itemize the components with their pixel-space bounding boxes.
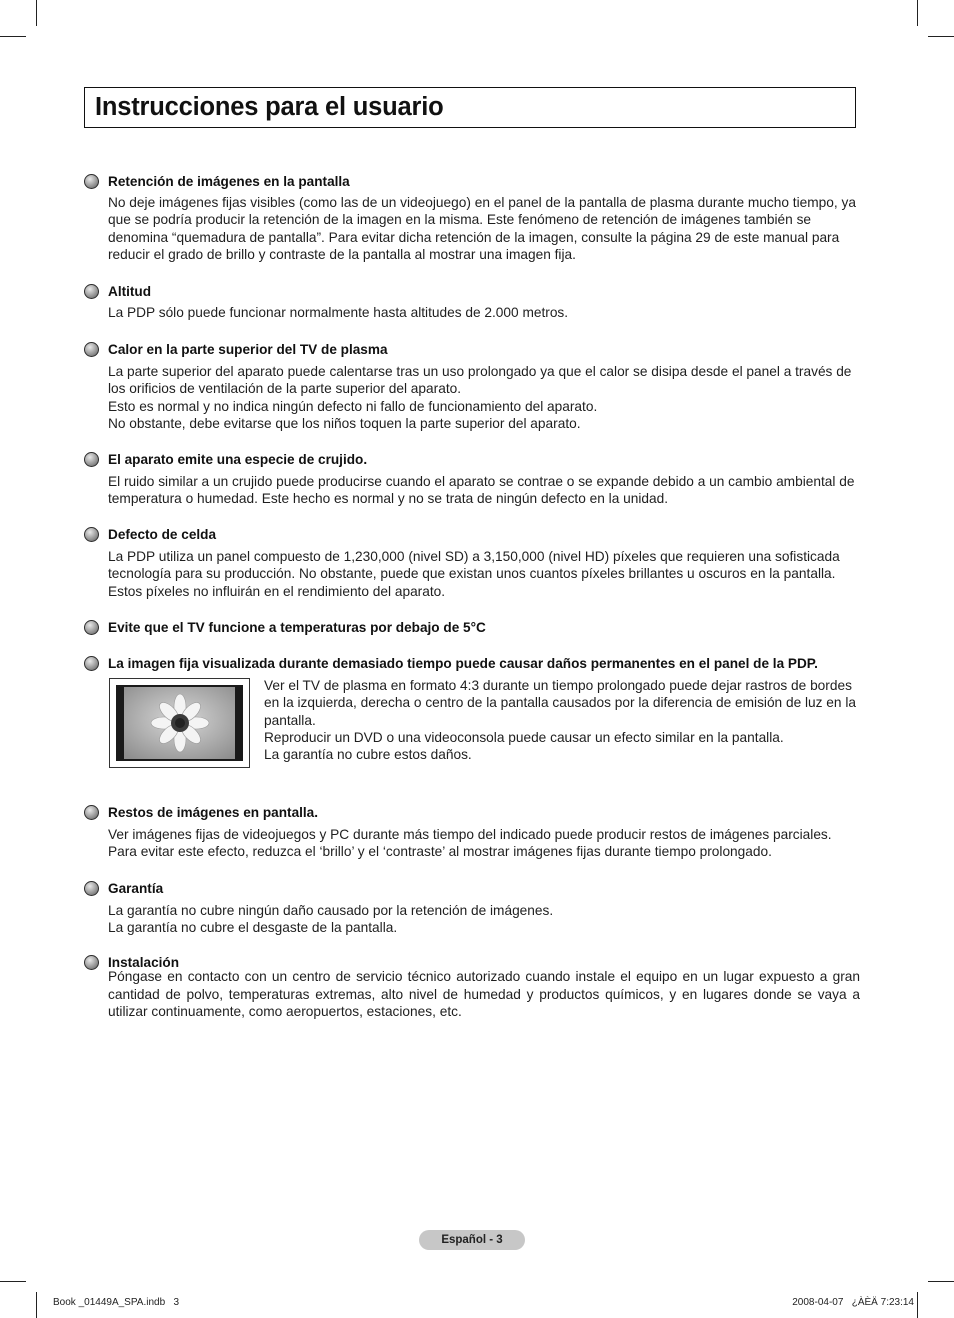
section-paragraph: La PDP utiliza un panel compuesto de 1,230,000 (nivel SD) a 3,150,000 (nivel HD) píxeles que requieren una sofisticada tecnología para su producción. No obstante, puede que existan unos cuantos píxeles brillantes u oscuros en la pantalla. Estos píxeles no influirán en el rendimiento del aparato. [108, 549, 840, 599]
section-body [108, 194, 860, 263]
section-body [108, 826, 860, 861]
section-paragraph: La garantía no cubre estos daños. [264, 747, 472, 763]
section-heading: El aparato emite una especie de crujido. [108, 452, 368, 467]
section-body [108, 968, 860, 1021]
crop-mark-tr-v [917, 0, 918, 26]
crop-mark-tl-v [36, 0, 37, 26]
section-paragraph: La PDP sólo puede funcionar normalmente hasta altitudes de 2.000 metros. [108, 305, 569, 320]
crop-mark-bl-v [36, 1292, 37, 1318]
section-body [108, 363, 860, 432]
bullet-icon [84, 881, 99, 896]
page-title: Instrucciones para el usuario [95, 93, 444, 121]
bullet-icon [84, 174, 99, 189]
page-number-badge: Español - 3 [419, 1230, 525, 1250]
section-paragraph: Para evitar este efecto, reduzca el ‘brillo’ y el ‘contraste’ al mostrar imágenes fijas durante tiempo prolongado. [108, 844, 772, 860]
title-box [84, 87, 856, 128]
section-heading: Calor en la parte superior del TV de plasma [108, 342, 388, 357]
bullet-icon [84, 620, 99, 635]
section-paragraph: Ver imágenes fijas de videojuegos y PC durante más tiempo del indicado puede producir restos de imágenes parciales. [108, 827, 832, 842]
section-paragraph: La garantía no cubre el desgaste de la pantalla. [108, 920, 398, 936]
crop-mark-tl-h [0, 36, 26, 37]
section-heading: Restos de imágenes en pantalla. [108, 805, 319, 820]
crop-mark-tr-h [928, 36, 954, 37]
section-body [108, 902, 860, 937]
section-paragraph: La garantía no cubre ningún daño causado por la retención de imágenes. [108, 903, 554, 918]
section-heading: Defecto de celda [108, 527, 217, 542]
section-paragraph: Ver el TV de plasma en formato 4:3 durante un tiempo prolongado puede dejar rastros de bordes en la izquierda, derecha o centro de la pantalla causados por la diferencia de emisión de luz en la pantalla. [264, 678, 856, 728]
section-paragraph: Póngase en contacto con un centro de servicio técnico autorizado cuando instale el equipo en un lugar expuesto a gran cantidad de polvo, temperaturas extremas, alto nivel de humedad y productos químicos, y en lugares donde se vaya a utilizar continuamente, como aeropuertos, estaciones, etc. [108, 969, 860, 1020]
bullet-icon [84, 284, 99, 299]
tv-screen-picture [116, 685, 243, 761]
section-heading: Garantía [108, 881, 164, 896]
bullet-icon [84, 342, 99, 357]
section-paragraph: No obstante, debe evitarse que los niños toquen la parte superior del aparato. [108, 415, 581, 431]
section-paragraph: La parte superior del aparato puede calentarse tras un uso prolongado ya que el calor se disipa desde el panel a través de los orificios de ventilación de la parte superior del aparato. [108, 364, 852, 397]
section-heading: Instalación [108, 955, 180, 970]
section-paragraph: El ruido similar a un crujido puede producirse cuando el aparato se contrae o se expande debido a un cambio ambiental de temperatura o humedad. Este hecho es normal y no se trata de ningún defecto en la unidad. [108, 474, 855, 507]
flower-illustration [116, 685, 243, 761]
section-body [264, 677, 860, 763]
tv-screen-image [109, 678, 250, 768]
bullet-icon [84, 527, 99, 542]
file-info: Book _01449A_SPA.indb 3 [53, 1297, 180, 1308]
bullet-icon [84, 955, 99, 970]
section-heading: Evite que el TV funcione a temperaturas por debajo de 5°C [108, 620, 486, 635]
section-heading: La imagen fija visualizada durante demasiado tiempo puede causar daños permanentes en el panel de la PDP. [108, 656, 818, 671]
section-body [108, 473, 860, 508]
crop-mark-bl-h [0, 1281, 26, 1282]
print-timestamp: 2008-04-07 ¿ÀÈÄ 7:23:14 [792, 1297, 914, 1308]
bullet-icon [84, 656, 99, 671]
section-paragraph: Reproducir un DVD o una videoconsola puede causar un efecto similar en la pantalla. [264, 729, 784, 745]
section-heading: Retención de imágenes en la pantalla [108, 174, 350, 189]
bullet-icon [84, 452, 99, 467]
section-paragraph: No deje imágenes fijas visibles (como las de un videojuego) en el panel de la pantalla de plasma durante mucho tiempo, ya que se podría producir la retención de la imagen en la misma. Este fenómeno de retención de imágenes también se denomina “quemadura de pantalla”. Para evitar dicha retención de la imagen, consulte la página 29 de este manual para reducir el grado de brillo y contraste de la pantalla al mostrar una imagen fija. [108, 195, 856, 262]
section-heading: Altitud [108, 284, 152, 299]
section-body [108, 304, 860, 321]
section-body [108, 548, 860, 600]
crop-mark-br-v [917, 1292, 918, 1318]
section-paragraph: Esto es normal y no indica ningún defecto ni fallo de funcionamiento del aparato. [108, 398, 598, 414]
crop-mark-br-h [928, 1281, 954, 1282]
bullet-icon [84, 805, 99, 820]
